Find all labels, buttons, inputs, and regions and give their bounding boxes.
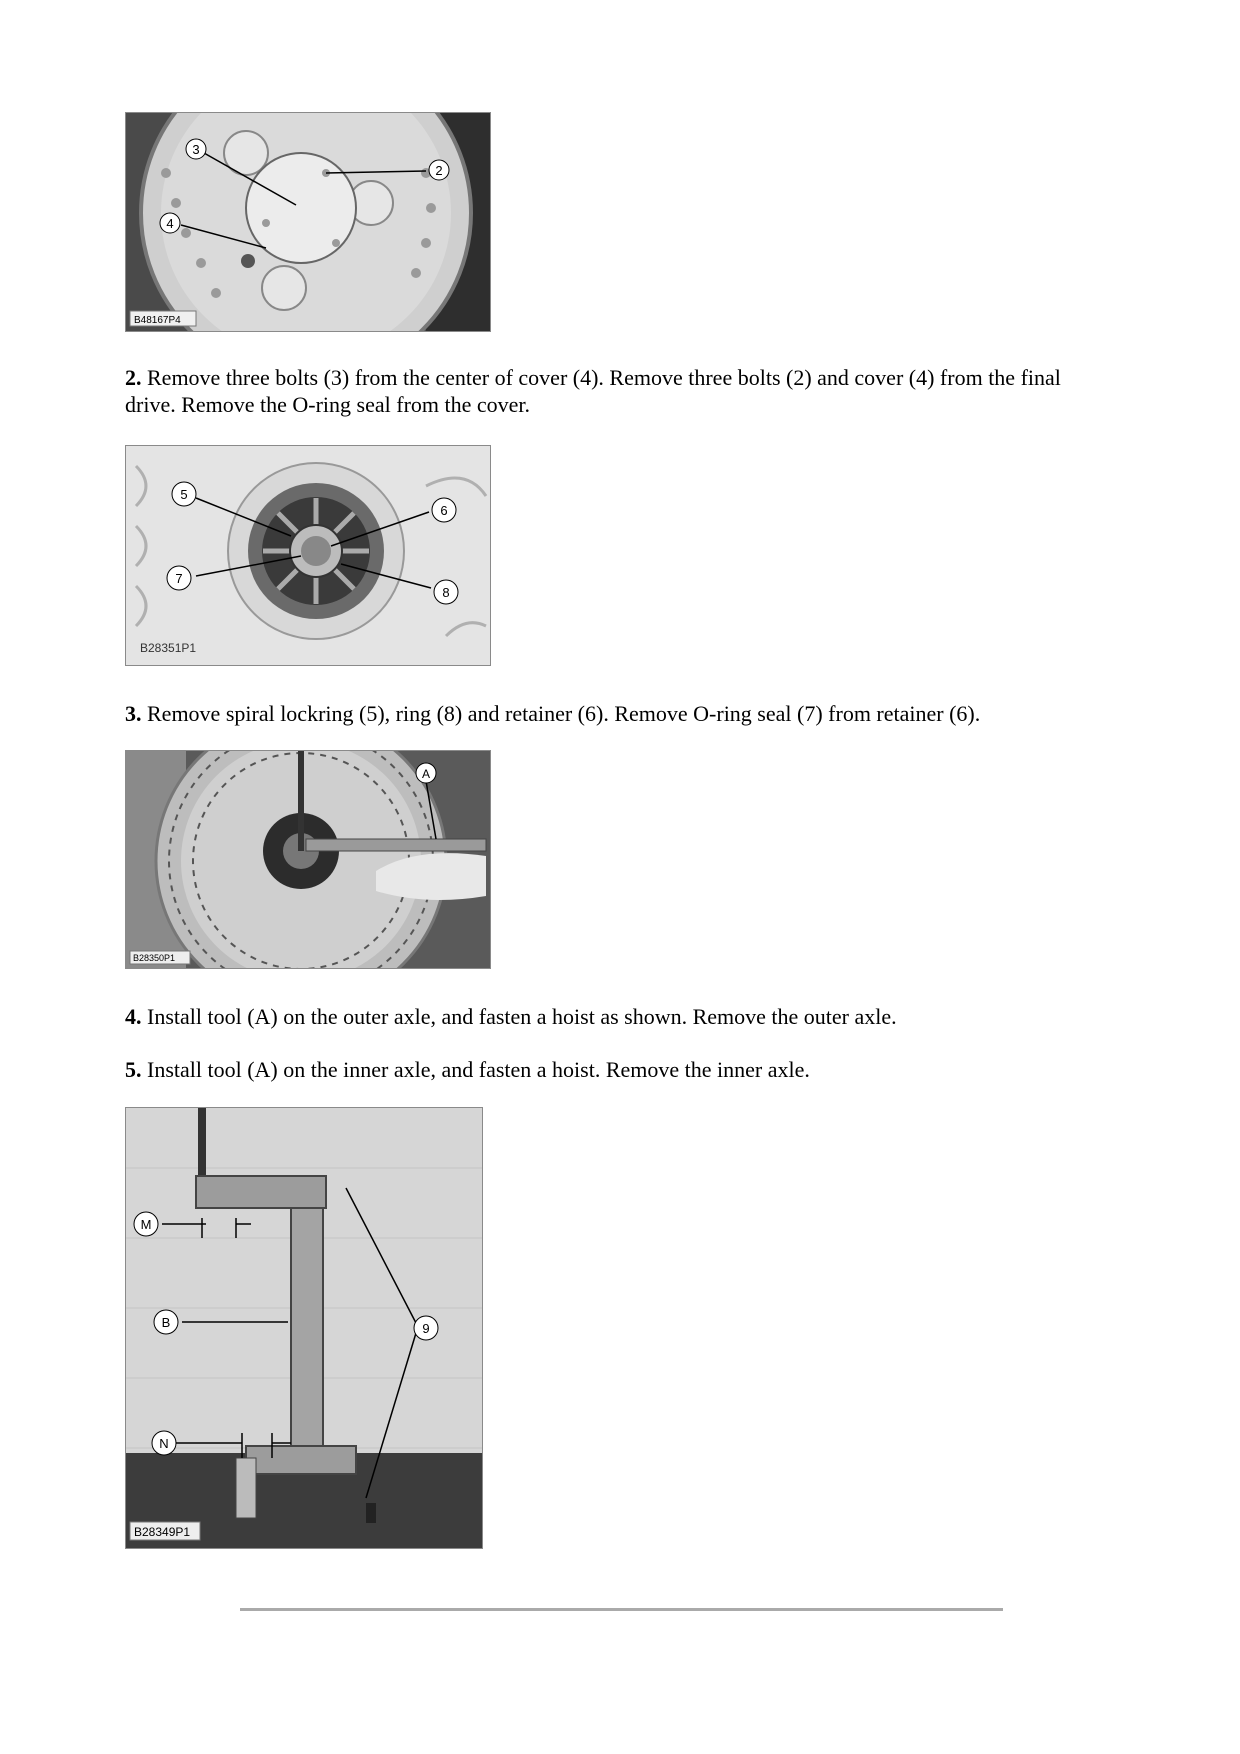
figure-tool-image bbox=[126, 1108, 482, 1548]
step-number: 4. bbox=[125, 1004, 142, 1029]
callout-3: 3 bbox=[192, 142, 200, 157]
step-text: Install tool (A) on the outer axle, and fasten a hoist as shown. Remove the outer axle. bbox=[147, 1004, 897, 1029]
callout-N: N bbox=[159, 1436, 169, 1451]
figure-lockring bbox=[125, 445, 491, 666]
figure-tool-outer-axle-image bbox=[126, 751, 490, 968]
step-number: 2. bbox=[125, 365, 142, 390]
step-number: 3. bbox=[125, 701, 142, 726]
callout-5: 5 bbox=[180, 487, 188, 502]
step-number: 5. bbox=[125, 1057, 142, 1082]
callout-6: 6 bbox=[440, 503, 448, 518]
callout-8: 8 bbox=[442, 585, 450, 600]
figure-tool bbox=[125, 1107, 483, 1549]
figure-code: B28351P1 bbox=[140, 641, 197, 655]
callout-7: 7 bbox=[175, 571, 183, 586]
step-2 bbox=[125, 364, 1115, 418]
callout-2: 2 bbox=[435, 163, 443, 178]
figure-code: B28350P1 bbox=[133, 953, 176, 963]
figure-code: B28349P1 bbox=[134, 1525, 191, 1539]
step-4 bbox=[125, 1003, 1115, 1030]
page-divider bbox=[240, 1608, 1003, 1611]
callout-4: 4 bbox=[166, 216, 174, 231]
figure-code: B48167P4 bbox=[134, 315, 181, 326]
step-text: Install tool (A) on the inner axle, and fasten a hoist. Remove the inner axle. bbox=[147, 1057, 810, 1082]
step-5 bbox=[125, 1056, 1115, 1083]
callout-9: 9 bbox=[422, 1321, 430, 1336]
step-3 bbox=[125, 700, 1115, 727]
figure-cover-bolts-image bbox=[126, 113, 490, 331]
figure-lockring-image bbox=[126, 446, 490, 665]
callout-M: M bbox=[140, 1217, 152, 1232]
figure-cover-bolts bbox=[125, 112, 491, 332]
callout-B: B bbox=[161, 1315, 171, 1330]
callout-A: A bbox=[421, 767, 431, 781]
step-text: Remove spiral lockring (5), ring (8) and retainer (6). Remove O-ring seal (7) from retainer (6). bbox=[147, 701, 981, 726]
step-text: Remove three bolts (3) from the center of cover (4). Remove three bolts (2) and cover (4) from the final drive. Remove the O-ring seal from the cover. bbox=[125, 365, 1061, 417]
figure-tool-outer-axle bbox=[125, 750, 491, 969]
